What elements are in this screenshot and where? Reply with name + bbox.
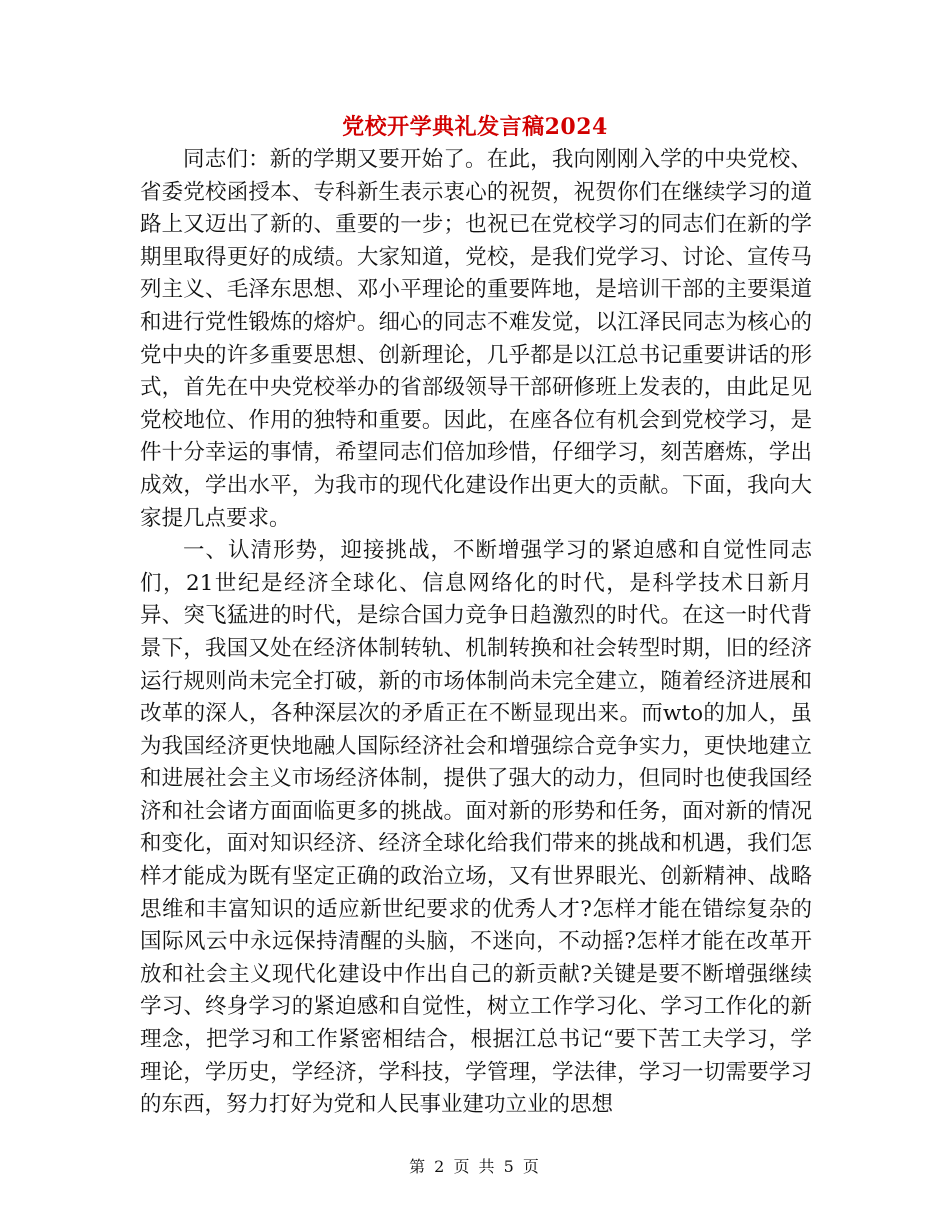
paragraph-opening: 同志们：新的学期又要开始了。在此，我向刚刚入学的中央党校、省委党校函授本、专科新生表示衷心的祝贺，祝贺你们在继续学习的道路上又迈出了新的、重要的一步；也祝已在党校学习的同志们在新的学期里取得更好的成绩。大家知道，党校，是我们党学习、讨论、宣传马列主义、毛泽东思想、邓小平理论的重要阵地，是培训干部的主要渠道和进行党性锻炼的熔炉。细心的同志不难发觉，以江泽民同志为核心的党中央的许多重要思想、创新理论，几乎都是以江总书记重要讲话的形式，首先在中央党校举办的省部级领导干部研修班上发表的，由此足见党校地位、作用的独特和重要。因此，在座各位有机会到党校学习，是件十分幸运的事情，希望同志们倍加珍惜，仔细学习，刻苦磨炼，学出成效，学出水平，为我市的现代化建设作出更大的贡献。下面，我向大家提几点要求。 — [140, 147, 812, 531]
document-title: 党校开学典礼发言稿2024 — [342, 114, 608, 140]
document-body — [140, 144, 812, 1122]
page-number-footer: 第 2 页 共 5 页 — [409, 1157, 541, 1176]
paragraph-section-one: 一、认清形势，迎接挑战，不断增强学习的紧迫感和自觉性同志们，21世纪是经济全球化、信息网络化的时代，是科学技术日新月异、突飞猛进的时代，是综合国力竞争日趋激烈的时代。在这一时代背景下，我国又处在经济体制转轨、机制转换和社会转型时期，旧的经济运行规则尚未完全打破，新的市场体制尚未完全建立，随着经济进展和改革的深人，各种深层次的矛盾正在不断显现出来。而wto的加人，虽为我国经济更快地融人国际经济社会和增强综合竞争实力，更快地建立和进展社会主义市场经济体制，提供了强大的动力，但同时也使我国经济和社会诸方面面临更多的挑战。面对新的形势和任务，面对新的情况和变化，面对知识经济、经济全球化给我们带来的挑战和机遇，我们怎样才能成为既有坚定正确的政治立场，又有世界眼光、创新精神、战略思维和丰富知识的适应新世纪要求的优秀人才?怎样才能在错综复杂的国际风云中永远保持清醒的头脑，不迷向，不动摇?怎样才能在改革开放和社会主义现代化建设中作出自己的新贡献?关键是要不断增强继续学习、终身学习的紧迫感和自觉性，树立工作学习化、学习工作化的新理念，把学习和工作紧密相结合，根据江总书记“要下苦工夫学习，学理论，学历史，学经济，学科技，学管理，学法律，学习一切需要学习的东西，努力打好为党和人民事业建功立业的思想 — [140, 538, 812, 1118]
